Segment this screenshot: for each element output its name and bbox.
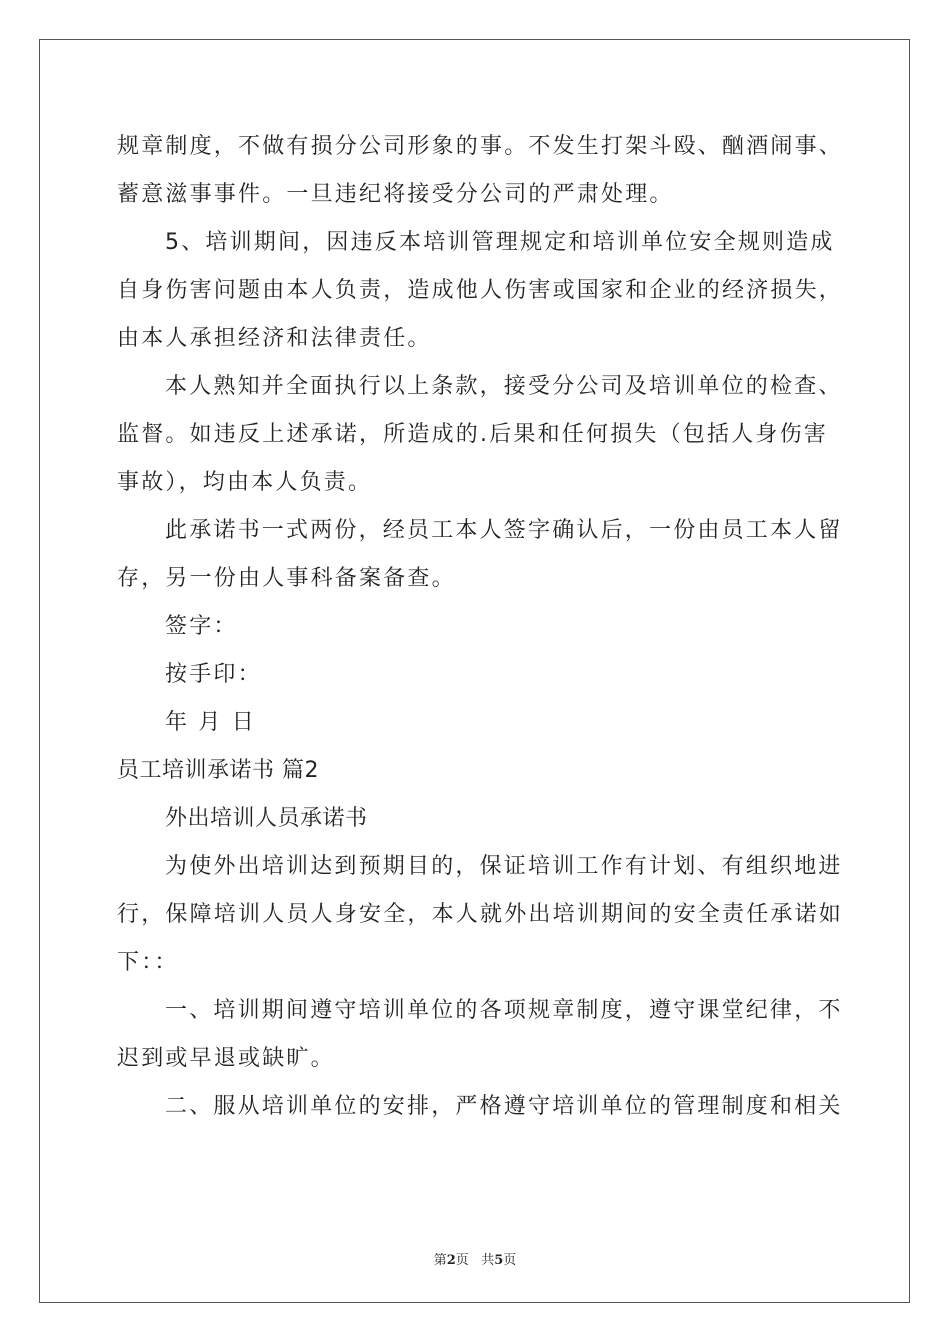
paragraph-line: 二、服从培训单位的安排，严格遵守培训单位的管理制度和相关 — [165, 1094, 843, 1119]
paragraph-line: 行，保障培训人员人身安全，本人就外出培训期间的安全责任承诺如 — [117, 902, 844, 927]
document-body — [117, 123, 844, 1131]
page-prefix: 第 — [433, 1253, 447, 1268]
page-footer — [0, 1249, 950, 1268]
date-label: 年 月 日 — [165, 710, 256, 735]
total-suffix: 页 — [503, 1253, 517, 1268]
paragraph-line: 事故），均由本人负责。 — [117, 470, 373, 495]
paragraph-line: 规章制度，不做有损分公司形象的事。不发生打架斗殴、酗酒闹事、 — [117, 134, 844, 159]
paragraph-line: 监督。如违反上述承诺，所造成的.后果和任何损失（包括人身伤害 — [117, 422, 828, 447]
page-total: 5 — [494, 1253, 504, 1268]
fingerprint-label: 按手印： — [165, 662, 262, 687]
total-prefix: 共 — [481, 1253, 495, 1268]
paragraph-line: 5、培训期间，因违反本培训管理规定和培训单位安全规则造成 — [165, 230, 835, 255]
paragraph-line: 本人熟知并全面执行以上条款，接受分公司及培训单位的检查、 — [165, 374, 843, 399]
section-heading: 员工培训承诺书 篇2 — [117, 758, 319, 783]
paragraph-line: 存，另一份由人事科备案备查。 — [117, 566, 456, 591]
page-current: 2 — [446, 1253, 456, 1268]
section-subtitle: 外出培训人员承诺书 — [165, 806, 368, 831]
paragraph-line: 由本人承担经济和法律责任。 — [117, 326, 432, 351]
paragraph-line: 一、培训期间遵守培训单位的各项规章制度，遵守课堂纪律，不 — [165, 998, 843, 1023]
signature-label: 签字： — [165, 614, 238, 639]
paragraph-line: 下：： — [117, 950, 179, 975]
page-suffix: 页 — [455, 1253, 469, 1268]
paragraph-line: 自身伤害问题由本人负责，造成他人伤害或国家和企业的经济损失， — [117, 278, 844, 303]
paragraph-line: 为使外出培训达到预期目的，保证培训工作有计划、有组织地进 — [165, 854, 843, 879]
paragraph-line: 此承诺书一式两份，经员工本人签字确认后，一份由员工本人留 — [165, 518, 843, 543]
paragraph-line: 迟到或早退或缺旷。 — [117, 1046, 335, 1071]
paragraph-line: 蓄意滋事事件。一旦违纪将接受分公司的严肃处理。 — [117, 182, 674, 207]
